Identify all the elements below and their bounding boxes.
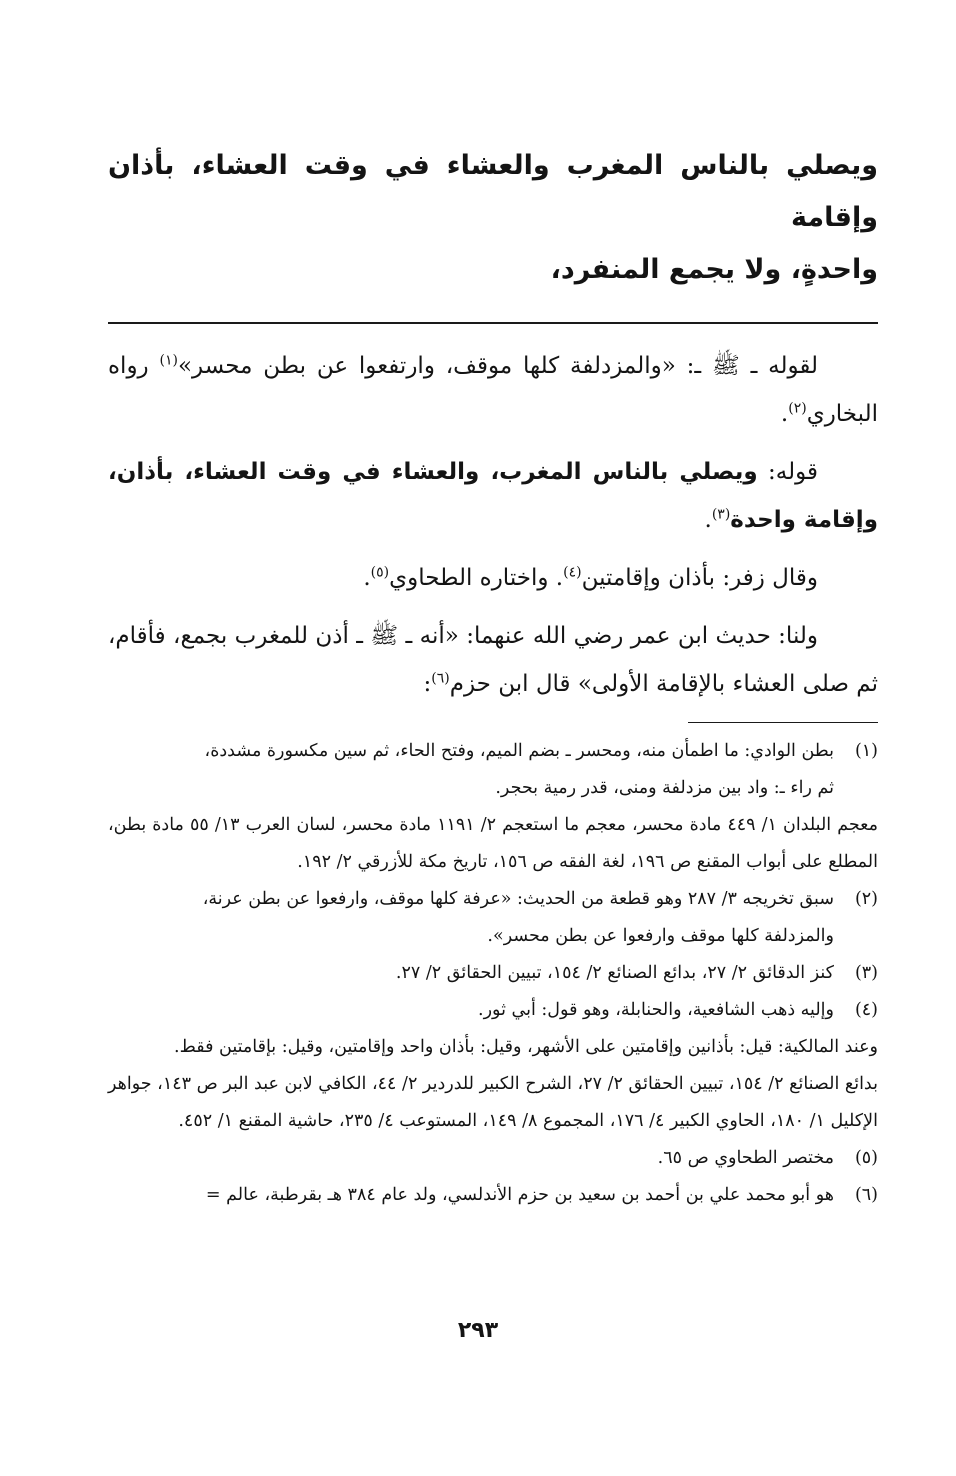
matn-line-2: واحدةٍ، ولا يجمع المنفرد، bbox=[550, 254, 878, 285]
footnote-continuation: وعند المالكية: قيل: بأذانين وإقامتين على الأشهر، وقيل: بأذان واحد وإقامتين، وقيل: بإقامتين فقط. bbox=[174, 1037, 878, 1057]
paragraph-3-end: . bbox=[363, 565, 371, 591]
paragraph-2-lead: قوله: bbox=[757, 459, 818, 485]
footnote-number[interactable]: (٥) bbox=[854, 1148, 878, 1168]
footnote-line: مختصر الطحاوي ص ٦٥. bbox=[657, 1148, 834, 1168]
footnote-number[interactable]: (٢) bbox=[854, 889, 878, 909]
page-content bbox=[108, 140, 878, 1214]
footnote-3 bbox=[108, 955, 878, 992]
footnote-ref-4[interactable]: (٤) bbox=[563, 564, 582, 581]
paragraph-1 bbox=[108, 342, 878, 438]
paragraph-4-text: ولنا: حديث ابن عمر رضي الله عنهما: «أنه ـ ﷺ ـ أذن للمغرب بجمع، فأقام، ثم صلى العشاء بالإقامة الأولى» قال ابن حزم bbox=[108, 623, 878, 697]
paragraph-2-quoted-matn: ويصلي بالناس المغرب، والعشاء في وقت العشاء، بأذان، وإقامة واحدة bbox=[108, 459, 878, 533]
footnote-4 bbox=[108, 992, 878, 1029]
paragraph-3-text: وقال زفر: بأذان وإقامتين bbox=[581, 565, 818, 591]
footnote-number[interactable]: (٦) bbox=[854, 1185, 878, 1205]
footnote-body bbox=[108, 881, 834, 955]
footnote-continuation: معجم البلدان ١/ ٤٤٩ مادة محسر، معجم ما استعجم ٢/ ١١٩١ مادة محسر، لسان العرب ١٣/ ٥٥ مادة بطن، المطلع على أبواب المقنع ص ١٩٦، لغة الفقه ص ١٥٦، تاريخ مكة للأزرقي ٢/ ١٩٢. bbox=[108, 815, 878, 872]
footnote-body bbox=[108, 1177, 834, 1214]
commentary bbox=[108, 342, 878, 708]
footnote-continuation: بدائع الصنائع ٢/ ١٥٤، تبيين الحقائق ٢/ ٢٧، الشرح الكبير للدردير ٢/ ٤٤، الكافي لابن عبد البر ص ١٤٣، جواهر الإكليل ١/ ١٨٠، الحاوي الكبير ٤/ ١٧٦، المجموع ٨/ ١٤٩، المستوعب ٤/ ٢٣٥، حاشية المقنع ١/ ٤٥٢. bbox=[108, 1074, 878, 1131]
footnote-line: هو أبو محمد علي بن أحمد بن سعيد بن حزم الأندلسي، ولد عام ٣٨٤ هـ بقرطبة، عالم = bbox=[205, 1185, 834, 1205]
paragraph-1-text: لقوله ـ ﷺ ـ: «والمزدلفة كلها موقف، وارتفعوا عن بطن محسر» bbox=[177, 353, 819, 379]
matn-line-1: ويصلي بالناس المغرب والعشاء في وقت العشاء، بأذان وإقامة bbox=[108, 150, 878, 233]
footnote-ref-2[interactable]: (٢) bbox=[788, 400, 807, 417]
footnote-number[interactable]: (٣) bbox=[854, 963, 878, 983]
matn-text bbox=[108, 140, 878, 296]
paragraph-2-end: . bbox=[704, 507, 712, 533]
footnote-line: والمزدلفة كلها موقف وارفعوا عن بطن محسر». bbox=[487, 926, 834, 946]
footnote-line: كنز الدقائق ٢/ ٢٧، بدائع الصنائع ٢/ ١٥٤، تبيين الحقائق ٢/ ٢٧. bbox=[395, 963, 834, 983]
footnote-number[interactable]: (١) bbox=[854, 741, 878, 761]
footnote-1 bbox=[108, 733, 878, 807]
main-separator bbox=[108, 322, 878, 324]
footnote-2 bbox=[108, 881, 878, 955]
footnote-body bbox=[108, 733, 834, 807]
paragraph-1-end: . bbox=[780, 401, 789, 427]
page-number: ٢٩٣ bbox=[457, 1318, 499, 1343]
footnote-body bbox=[108, 1140, 834, 1177]
footnote-separator bbox=[688, 722, 878, 723]
footnote-ref-6[interactable]: (٦) bbox=[431, 670, 450, 687]
paragraph-2 bbox=[108, 448, 878, 544]
footnote-5 bbox=[108, 1140, 878, 1177]
paragraph-4-end: : bbox=[423, 671, 432, 697]
footnote-ref-1[interactable]: (١) bbox=[159, 352, 178, 369]
footnote-ref-5[interactable]: (٥) bbox=[370, 564, 390, 581]
paragraph-3-text-2: . واختاره الطحاوي bbox=[389, 565, 564, 591]
paragraph-1-text-2: رواه البخاري bbox=[108, 353, 878, 427]
footnotes bbox=[108, 733, 878, 1214]
footnote-body bbox=[108, 992, 834, 1029]
footnote-line: ثم راء ـ: واد بين مزدلفة ومنى، قدر رمية بحجر. bbox=[495, 778, 834, 798]
footnote-line: وإليه ذهب الشافعية، والحنابلة، وهو قول: أبي ثور. bbox=[478, 1000, 834, 1020]
paragraph-3 bbox=[108, 554, 878, 602]
footnote-line: سبق تخريجه ٣/ ٢٨٧ وهو قطعة من الحديث: «عرفة كلها موقف، وارفعوا عن بطن عرنة، bbox=[202, 889, 834, 909]
footnote-ref-3[interactable]: (٣) bbox=[711, 506, 731, 523]
footnote-body bbox=[108, 955, 834, 992]
footnote-line: بطن الوادي: ما اطمأن منه، ومحسر ـ بضم الميم، وفتح الحاء، ثم سين مكسورة مشددة، bbox=[204, 741, 834, 761]
footnote-number[interactable]: (٤) bbox=[854, 1000, 878, 1020]
paragraph-4 bbox=[108, 612, 878, 708]
footnote-6 bbox=[108, 1177, 878, 1214]
